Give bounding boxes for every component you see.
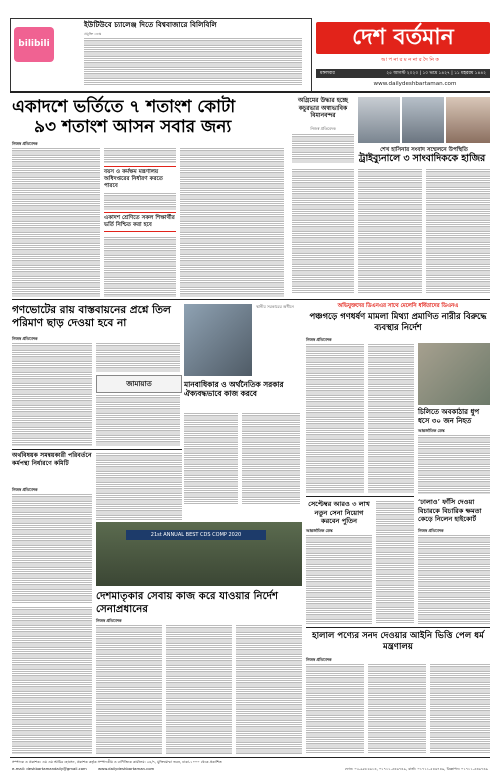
halal-col-3 — [430, 663, 490, 754]
gov-col-2 — [242, 412, 300, 504]
tribunal-headline-big: ট্রাইব্যুনালে ৩ সাংবাদিককে হাজির — [358, 153, 486, 164]
gono-col-2b — [96, 394, 180, 446]
top-rule — [10, 91, 490, 93]
kick-kicker: অভিযুক্তদের ডিএনএর সাথে মেলেনি ধর্ষিতাদের ডিএনএ — [337, 303, 459, 309]
footer-website[interactable]: www.dailydeshbartaman.com — [98, 766, 155, 771]
army-col-1 — [12, 606, 92, 754]
corruption-byline: নিজস্ব প্রতিবেদক — [310, 126, 336, 131]
dateline: ২৫ আগস্ট ২০২০ | ১০ ভাদ্র ১৪২৭ | ১১ মহররম ১৪৪২ — [386, 71, 486, 76]
footer-line-1: সম্পাদক ও প্রকাশক: এম এম আমির হোসেন, প্রকাশক কর্তৃক সম্পাদকীয় ও বাণিজ্যিক কার্যালয়: ২৪/৭, মুক্তিযোদ্ধা ভবন, ঢাকা-১০০০ থেকে প্রকাশিত — [12, 760, 222, 764]
lead-headline-2: ৯৩ শতাংশ আসন সবার জন্য — [34, 117, 232, 137]
lead-pull-1: বয়স ও কর্মক্ষম মন্ত্রণালয় অধিদপ্তরের নির্ধারণ করতে পারবে — [104, 166, 176, 193]
kick-reporter: নিজস্ব প্রতিবেদক — [306, 337, 332, 342]
corruption-body — [292, 133, 354, 163]
iaa-headline: অর্থবিষয়ক সমন্বয়কারী পরিবর্তনে কর্মপন্থা নির্ধারণে কমিটি — [12, 452, 92, 467]
iaa-reporter: নিজস্ব প্রতিবেদক — [12, 487, 38, 492]
iaa-col-2 — [96, 452, 182, 520]
lead-headline-1: একাদশে ভর্তিতে ৭ শতাংশ কোটা — [12, 97, 236, 117]
footer-email[interactable]: e-mail: deshbartamandaily@gmail.com — [12, 766, 87, 771]
gov-photo — [184, 304, 252, 376]
jamaat-label — [96, 375, 182, 393]
kick-col-2 — [368, 343, 414, 493]
kick-col-1 — [306, 343, 364, 493]
tribunal-body-3 — [426, 168, 490, 293]
border-headline: সেপ্টেম্বর আরও ৩ লাখ নতুন সেনা নিয়োগ করবেন পুতিন — [308, 500, 370, 526]
photo-journalist-2 — [402, 97, 444, 143]
day-label: মঙ্গলবার — [320, 71, 335, 76]
gono-col-2 — [96, 342, 180, 372]
halal-headline: হালাল পণ্যের সনদ দেওয়ার আইনি ভিত্তি পেল ধর্ম মন্ত্রণালয় — [312, 631, 484, 652]
masthead-website[interactable]: www.dailydeshbartaman.com — [373, 81, 457, 87]
army-banner-text: 21st ANNUAL BEST CDS COMP 2020 — [150, 532, 242, 538]
border-col-1 — [306, 534, 372, 624]
halal-col-2 — [368, 663, 426, 754]
army-photo — [96, 522, 302, 586]
rule-border — [306, 496, 414, 497]
gono-col-1 — [12, 342, 92, 446]
army-col-3 — [166, 624, 232, 754]
footer-rule — [10, 757, 490, 758]
lead-col-2c — [104, 236, 176, 297]
gov-caption: স্থানীয় সরকারের অধীনে — [256, 304, 294, 309]
kick-headline: পঞ্চগড়ে গণধর্ষণ মামলা মিথ্যা প্রমাণিত নারীর বিরুদ্ধে ব্যবস্থার নির্দেশ — [309, 311, 487, 332]
halal-reporter: নিজস্ব প্রতিবেদক — [306, 657, 332, 662]
landslide-reporter: আন্তর্জাতিক ডেস্ক — [418, 428, 445, 433]
lead-col-1 — [12, 147, 100, 297]
dhalai-headline: ‘ঢালাও’ ফাঁসি দেওয়া বিচারকে বিচারিক ক্ষমতা কেড়ে নিলেন হাইকোর্ট — [418, 498, 482, 524]
jamaat-label-text: জামায়াত — [126, 380, 152, 388]
tribunal-body-2 — [358, 168, 422, 293]
bilibili-logo-text: bilibili — [18, 39, 50, 49]
ad-byline: প্রযুক্তি ডেস্ক — [84, 32, 102, 36]
gono-headline: গণভোটের রায় বাস্তবায়নের প্রশ্নে তিল পরিমাণ ছাড় দেওয়া হবে না — [12, 304, 171, 329]
ad-body — [84, 37, 302, 85]
lead-col-2 — [104, 147, 176, 163]
gono-reporter: নিজস্ব প্রতিবেদক — [12, 336, 38, 341]
lead-col-2b — [104, 192, 176, 210]
dhalai-body — [418, 534, 490, 624]
tribunal-headline-small: শেখ হাসিনার সংবাদ সম্মেলনে উপস্থিতি — [380, 147, 468, 153]
photo-journalist-1 — [358, 97, 400, 143]
rule-iaa — [12, 449, 182, 450]
army-col-2 — [96, 624, 162, 754]
landslide-body — [418, 434, 490, 494]
halal-col-1 — [306, 663, 364, 754]
corruption-headline: অগ্রিমের উদ্ধার হচ্ছে কচুরভার অস্বাভাবিক বিমানবন্দর — [298, 97, 348, 120]
footer-line-2: ফোন: ০২-৯৫৮২৬১৪, ০১৭১১-৫৪৬৭৪৯, বার্তা: ০১৭১১-৫৪৬৭৪৯, বিজ্ঞাপন: ০১৭১১-৫৪৬৭৪৯ — [344, 767, 488, 771]
gov-col-1 — [184, 412, 238, 504]
landslide-headline: চিলিতে অবকাঠার ধুপ ধসে ৩০ জন নিহত — [418, 407, 480, 425]
gov-headline: মানবাধিকার ও অর্থনৈতিক সরকার ঐক্যবদ্ধভাবে কাজ করবে — [184, 380, 284, 399]
photo-journalist-3 — [446, 97, 490, 143]
tribunal-body-1 — [292, 168, 354, 293]
masthead-tagline: আ প না র ম ন না র দৈ নি ক — [381, 57, 439, 63]
mid-rule-1 — [12, 299, 490, 300]
lead-col-3 — [180, 147, 284, 297]
dhalai-reporter: নিজস্ব প্রতিবেদক — [418, 528, 444, 533]
army-col-4 — [236, 624, 302, 754]
ad-headline: ইউটিউবে চ্যালেঞ্জ দিতে বিশ্ববাজারে বিলিবিলি — [84, 20, 217, 29]
iaa-col-1 — [12, 493, 92, 603]
army-banner — [126, 530, 266, 540]
landslide-photo — [418, 343, 490, 405]
lead-pull-2: একাদশ শ্রেণিতে সকল শিক্ষার্থীর ভর্তি নিশ্চিত করা হবে — [104, 212, 176, 232]
army-reporter: নিজস্ব প্রতিবেদক — [96, 618, 122, 623]
masthead-title: দেশ বর্তমান — [352, 25, 454, 50]
army-headline: দেশমাতৃকার সেবায় কাজ করে যাওয়ার নির্দেশ সেনাপ্রধানের — [96, 590, 279, 615]
rule-halal — [306, 627, 490, 628]
bilibili-logo — [14, 27, 54, 62]
lead-reporter: নিজস্ব প্রতিবেদক — [12, 141, 38, 146]
border-reporter: আন্তর্জাতিক ডেস্ক — [306, 528, 333, 533]
border-col-2 — [376, 500, 414, 624]
